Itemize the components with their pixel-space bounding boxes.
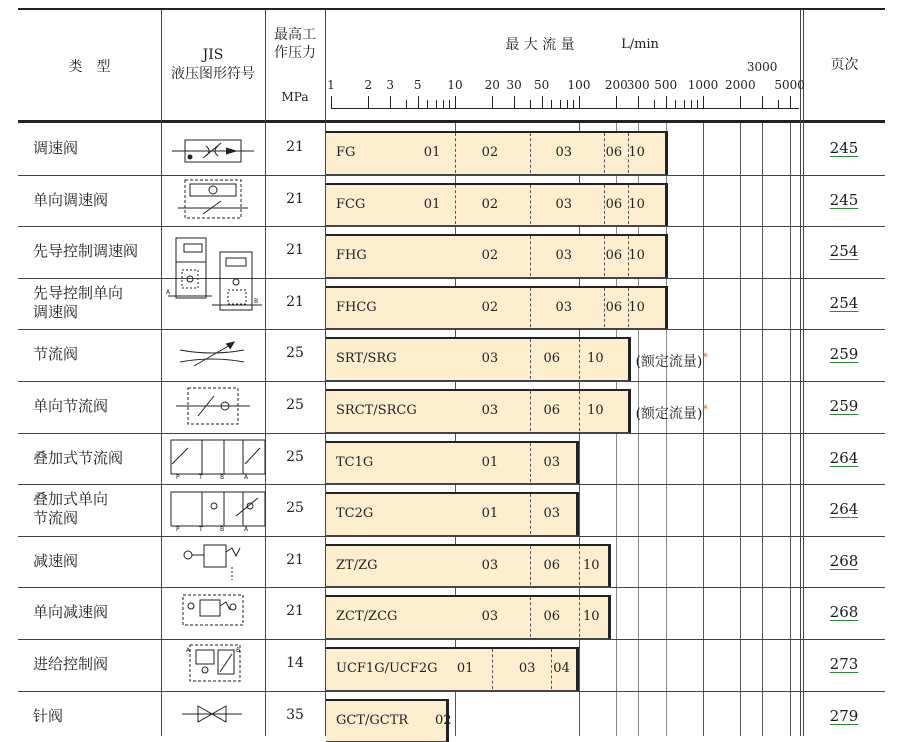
svg-text:A: A bbox=[166, 289, 171, 296]
model-code: TC2G bbox=[336, 506, 374, 522]
rated-flow-note-text: (额定流量) bbox=[635, 406, 703, 422]
valve-type-name-line: 单向节流阀 bbox=[33, 397, 109, 415]
header-jis-line2: 液压图形符号 bbox=[171, 66, 255, 82]
size-code: 02 bbox=[481, 299, 499, 315]
size-code: 06 bbox=[543, 403, 561, 418]
max-pressure: 21 bbox=[286, 551, 304, 568]
symbol-modular-throttle-icon bbox=[171, 440, 265, 474]
size-code: 02 bbox=[481, 248, 499, 264]
size-code: 03 bbox=[481, 609, 499, 625]
ruler-tick-label: 2 bbox=[364, 78, 373, 92]
symbol-needle-valve-icon bbox=[182, 706, 242, 722]
valve-type-name-line: 先导控制单向 bbox=[33, 283, 124, 302]
ruler-tick-label: 1000 bbox=[687, 78, 719, 92]
svg-text:P: P bbox=[176, 526, 180, 533]
valve-type-name-line: 进给控制阀 bbox=[33, 655, 109, 673]
page-link[interactable]: 259 bbox=[829, 345, 859, 364]
size-code: 10 bbox=[583, 557, 600, 573]
size-code: 06 bbox=[543, 557, 561, 573]
symbol-flow-control-icon bbox=[172, 140, 254, 162]
header-pressure-line2: 作压力 bbox=[274, 45, 316, 61]
size-code: 03 bbox=[481, 351, 499, 367]
page-link[interactable]: 245 bbox=[829, 139, 859, 157]
ruler-tick-label: 20 bbox=[484, 78, 500, 92]
svg-text:B: B bbox=[236, 647, 241, 654]
ruler-tick-label: 500 bbox=[654, 78, 678, 92]
ruler-tick-label: 5 bbox=[413, 78, 422, 92]
model-code: GCT/GCTR bbox=[336, 712, 409, 728]
model-code: FG bbox=[336, 145, 356, 160]
size-code: 03 bbox=[555, 248, 573, 264]
size-code: 02 bbox=[481, 145, 499, 160]
model-code: SRT/SRG bbox=[336, 351, 397, 367]
page-link[interactable]: 268 bbox=[829, 551, 859, 570]
size-code: 04 bbox=[553, 661, 570, 676]
ruler-tick-label: 50 bbox=[534, 78, 550, 92]
svg-text:A: A bbox=[186, 647, 191, 654]
valve-type-name-line: 调速阀 bbox=[33, 302, 79, 321]
symbol-throttle-icon bbox=[180, 342, 244, 366]
size-code: 03 bbox=[543, 506, 561, 522]
size-code: 03 bbox=[481, 557, 499, 573]
model-code: TC1G bbox=[336, 454, 374, 470]
svg-text:T: T bbox=[199, 474, 203, 481]
model-code: FHCG bbox=[336, 299, 377, 315]
size-code: 03 bbox=[555, 196, 573, 212]
svg-text:P: P bbox=[176, 474, 180, 481]
size-code: 10 bbox=[628, 299, 645, 315]
svg-text:T: T bbox=[199, 526, 203, 533]
model-code: FHG bbox=[336, 248, 367, 264]
ruler-tick-label: 10 bbox=[447, 78, 463, 92]
valve-type-name-line: 叠加式节流阀 bbox=[33, 448, 124, 467]
symbol-check-flow-control-icon bbox=[178, 180, 248, 218]
size-code: 10 bbox=[583, 609, 600, 625]
size-code: 03 bbox=[555, 145, 573, 160]
size-code: 10 bbox=[628, 145, 645, 160]
port-labels bbox=[166, 289, 258, 654]
valve-type-name-line: 减速阀 bbox=[33, 551, 79, 570]
size-code: 01 bbox=[481, 506, 499, 522]
ruler-tick-label: 300 bbox=[626, 78, 650, 92]
max-pressure: 21 bbox=[286, 242, 304, 259]
header-pressure-line1: 最高工 bbox=[274, 27, 316, 43]
page-link[interactable]: 273 bbox=[829, 655, 859, 673]
valve-type-name-line: 叠加式单向 bbox=[33, 490, 109, 509]
max-pressure: 25 bbox=[286, 397, 304, 413]
size-code: 03 bbox=[543, 454, 561, 470]
page-link[interactable]: 254 bbox=[829, 293, 859, 312]
page-link[interactable]: 268 bbox=[829, 603, 859, 622]
ruler-tick-label: 3 bbox=[386, 78, 394, 92]
header-page: 页次 bbox=[830, 57, 859, 73]
header-flow-unit: L/min bbox=[621, 37, 659, 52]
model-code: SRCT/SRCG bbox=[336, 403, 417, 418]
model-code: ZCT/ZCG bbox=[336, 609, 398, 625]
max-pressure: 25 bbox=[286, 345, 304, 362]
size-code: 01 bbox=[481, 454, 499, 470]
size-code: 03 bbox=[481, 403, 499, 418]
size-code: 01 bbox=[456, 661, 474, 676]
max-pressure: 21 bbox=[286, 190, 304, 207]
ruler-tick-label: 100 bbox=[567, 78, 591, 92]
svg-text:B: B bbox=[254, 298, 259, 305]
size-code: 02 bbox=[434, 712, 452, 728]
valve-type-name-line: 针阀 bbox=[33, 706, 64, 725]
svg-text:A: A bbox=[244, 526, 249, 533]
symbol-deceleration-icon bbox=[184, 545, 240, 580]
size-code: 06 bbox=[543, 609, 561, 625]
page-link[interactable]: 279 bbox=[829, 706, 859, 725]
max-pressure: 14 bbox=[286, 655, 304, 671]
size-code: 06 bbox=[543, 351, 561, 367]
size-code: 06 bbox=[605, 196, 623, 212]
ruler-tick-label: 2000 bbox=[725, 78, 756, 92]
max-pressure: 21 bbox=[286, 603, 304, 620]
svg-text:B: B bbox=[220, 526, 225, 533]
size-code: 06 bbox=[605, 299, 623, 315]
ruler-tick-label: 200 bbox=[604, 78, 628, 92]
rated-flow-note-text: (额定流量) bbox=[635, 354, 703, 371]
symbol-modular-check-throttle-icon bbox=[171, 492, 265, 526]
asterisk-mark: * bbox=[702, 403, 708, 416]
max-pressure: 21 bbox=[286, 139, 304, 155]
size-code: 01 bbox=[423, 145, 441, 160]
size-code: 03 bbox=[555, 299, 573, 315]
valve-type-name-line: 单向减速阀 bbox=[33, 603, 109, 622]
ruler-tick-label: 3000 bbox=[746, 60, 778, 74]
header-flow-title: 最 大 流 量 bbox=[505, 37, 575, 53]
size-code: 10 bbox=[628, 248, 645, 264]
ruler-tick-label: 1 bbox=[327, 78, 335, 92]
ruler-tick-label: 30 bbox=[506, 78, 522, 92]
model-code: FCG bbox=[336, 196, 366, 212]
size-code: 03 bbox=[518, 661, 536, 676]
max-pressure: 21 bbox=[286, 293, 304, 310]
valve-type-name-line: 单向调速阀 bbox=[33, 190, 109, 209]
page-link[interactable]: 254 bbox=[829, 242, 859, 261]
symbol-check-throttle-icon bbox=[176, 388, 250, 424]
page-link[interactable]: 245 bbox=[829, 190, 859, 209]
size-code: 02 bbox=[481, 196, 499, 212]
symbol-check-deceleration-icon bbox=[183, 595, 243, 625]
max-pressure: 25 bbox=[286, 448, 304, 465]
symbol-pilot-flow-control-icon bbox=[168, 238, 262, 310]
header-type: 类 型 bbox=[68, 59, 111, 75]
page-link[interactable]: 264 bbox=[829, 448, 859, 467]
size-code: 10 bbox=[628, 196, 645, 212]
svg-text:B: B bbox=[220, 474, 225, 481]
asterisk-mark: * bbox=[702, 351, 708, 365]
valve-type-name-line: 调速阀 bbox=[33, 139, 79, 157]
svg-text:A: A bbox=[244, 474, 249, 481]
model-code: ZT/ZG bbox=[336, 557, 378, 573]
size-code: 01 bbox=[423, 196, 441, 212]
model-code: UCF1G/UCF2G bbox=[336, 661, 438, 676]
max-pressure: 25 bbox=[286, 500, 304, 517]
ruler-tick-label: 5000 bbox=[774, 78, 805, 92]
size-code: 06 bbox=[605, 145, 623, 160]
size-code: 10 bbox=[587, 351, 604, 367]
page-link[interactable]: 264 bbox=[829, 500, 859, 519]
header-jis-line1: JIS bbox=[202, 47, 224, 63]
valve-type-name-line: 节流阀 bbox=[33, 345, 79, 364]
valve-type-name-line: 节流阀 bbox=[33, 509, 79, 528]
symbol-feed-control-icon bbox=[190, 645, 240, 681]
max-pressure: 35 bbox=[286, 706, 304, 723]
size-code: 10 bbox=[587, 403, 604, 418]
size-code: 06 bbox=[605, 248, 623, 264]
page-link[interactable]: 259 bbox=[829, 397, 859, 415]
valve-type-name-line: 先导控制调速阀 bbox=[33, 242, 139, 261]
header-pressure-unit: MPa bbox=[281, 90, 309, 104]
